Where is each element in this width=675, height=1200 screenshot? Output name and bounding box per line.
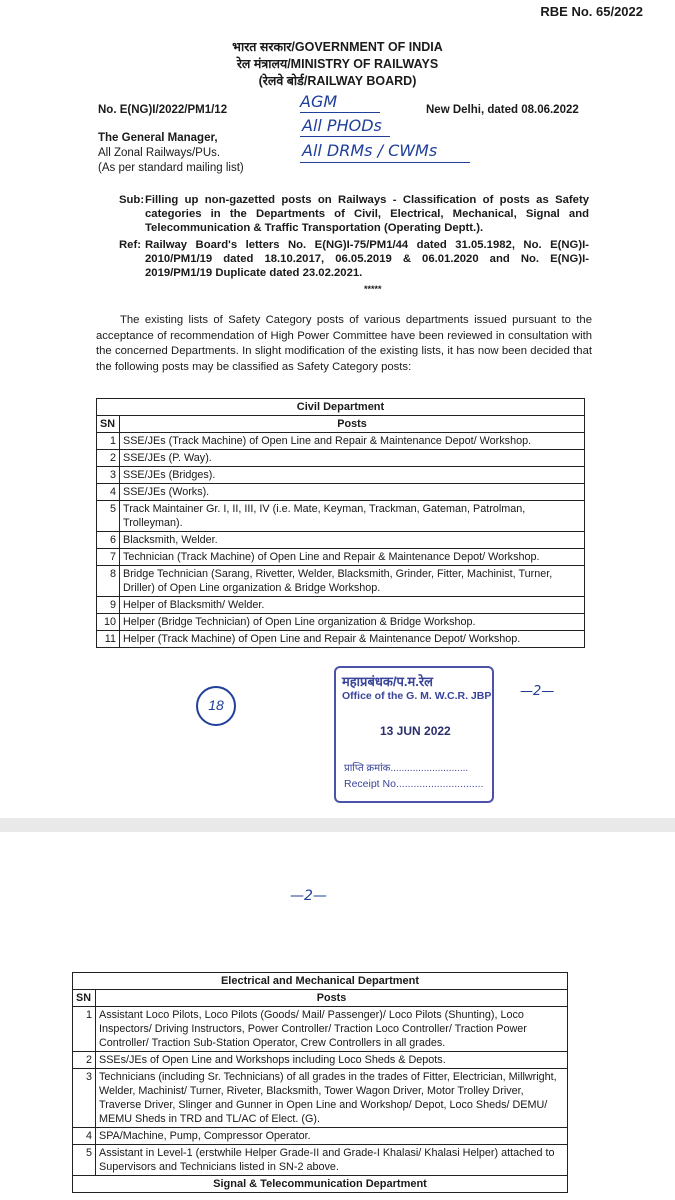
document-page-2 [0, 832, 675, 1200]
addressee-line-2: All Zonal Railways/PUs. [98, 147, 221, 159]
row-sn: 9 [97, 597, 120, 614]
row-post: SSE/JEs (P. Way). [120, 450, 585, 467]
header-line-2: रेल मंत्रालय/MINISTRY OF RAILWAYS [236, 57, 439, 71]
table-row [97, 484, 585, 501]
row-sn: 8 [97, 566, 120, 597]
electrical-mechanical-table [72, 972, 568, 1193]
row-post: Assistant in Level-1 (erstwhile Helper Grade-II and Grade-I Khalasi/ Khalasi Helper) attached to Supervisors and Technicians listed in SN-2 above. [96, 1145, 568, 1176]
table-row [73, 1145, 568, 1176]
page-continuation-mark: —2— [520, 684, 555, 699]
table-row [97, 614, 585, 631]
civil-col-posts: Posts [120, 416, 585, 433]
circled-number: 18 [196, 686, 236, 726]
handwritten-drms: All DRMs / CWMs [302, 141, 438, 160]
civil-department-table [96, 398, 585, 648]
row-sn: 2 [73, 1052, 96, 1069]
subject-label: Sub: [119, 194, 145, 206]
subject-text: Filling up non-gazetted posts on Railways - Classification of posts as Safety categories in the Departments of Civil, Electrical, Mechanical, Signal and Telecommunication & Traffic Transportation (Operating Deptt.). [145, 194, 589, 234]
addressee-line-1: The General Manager, [98, 132, 218, 144]
stamp-line-5: Receipt No.............................. [344, 778, 484, 790]
table-row [97, 450, 585, 467]
row-post: SPA/Machine, Pump, Compressor Operator. [96, 1128, 568, 1145]
header-line-1: भारत सरकार/GOVERNMENT OF INDIA [232, 40, 443, 54]
em-col-posts: Posts [96, 990, 568, 1007]
row-sn: 4 [73, 1128, 96, 1145]
table-row [73, 1069, 568, 1128]
stamp-line-1: महाप्रबंधक/प.म.रेल [342, 674, 433, 689]
civil-col-sn: SN [97, 416, 120, 433]
row-post: Bridge Technician (Sarang, Rivetter, Welder, Blacksmith, Grinder, Fitter, Machinist, Turner, Driller) of Open Line organization & Bridge Workshop. [120, 566, 585, 597]
row-post: SSE/JEs (Bridges). [120, 467, 585, 484]
civil-table-title: Civil Department [97, 399, 585, 416]
st-table-title: Signal & Telecommunication Department [73, 1176, 568, 1193]
row-sn: 1 [73, 1007, 96, 1052]
row-post: Helper of Blacksmith/ Welder. [120, 597, 585, 614]
row-sn: 6 [97, 532, 120, 549]
table-row [97, 566, 585, 597]
row-post: SSE/JEs (Works). [120, 484, 585, 501]
receipt-stamp [334, 666, 494, 803]
table-row [97, 467, 585, 484]
table-row [97, 501, 585, 532]
row-sn: 5 [73, 1145, 96, 1176]
row-post: Track Maintainer Gr. I, II, III, IV (i.e. Mate, Keyman, Trackman, Gateman, Patrolman, Trolleyman). [120, 501, 585, 532]
row-sn: 4 [97, 484, 120, 501]
handwritten-underline-2 [300, 136, 390, 137]
handwritten-underline-3 [300, 162, 470, 163]
row-post: SSE/JEs (Track Machine) of Open Line and Repair & Maintenance Depot/ Workshop. [120, 433, 585, 450]
row-sn: 3 [97, 467, 120, 484]
row-post: Helper (Bridge Technician) of Open Line organization & Bridge Workshop. [120, 614, 585, 631]
stamp-line-2: Office of the G. M. W.C.R. JBP [342, 690, 492, 702]
table-row [97, 631, 585, 648]
row-post: Technician (Track Machine) of Open Line and Repair & Maintenance Depot/ Workshop. [120, 549, 585, 566]
row-sn: 10 [97, 614, 120, 631]
em-col-sn: SN [73, 990, 96, 1007]
table-row [97, 433, 585, 450]
table-row [97, 597, 585, 614]
handwritten-agm: AGM [300, 92, 338, 111]
table-row [73, 1128, 568, 1145]
intro-paragraph: The existing lists of Safety Category posts of various departments issued pursuant to the acceptance of recommendation of High Power Committee have been reviewed in consultation with the concerned Departments. In slight modification of the existing lists, it has now been decided that the following posts may be classified as Safety Category posts: [96, 314, 592, 373]
rbe-number: RBE No. 65/2022 [540, 4, 643, 19]
page-number-mark: —2— [290, 888, 327, 904]
row-post: Blacksmith, Welder. [120, 532, 585, 549]
reference-label: Ref: [119, 239, 141, 251]
addressee-line-3: (As per standard mailing list) [98, 162, 244, 174]
table-row [73, 1007, 568, 1052]
row-sn: 5 [97, 501, 120, 532]
table-row [73, 1052, 568, 1069]
table-row [97, 532, 585, 549]
header-line-3: (रेलवे बोर्ड/RAILWAY BOARD) [258, 74, 417, 88]
row-sn: 3 [73, 1069, 96, 1128]
stamp-line-4: प्राप्ति क्रमांक............................ [344, 763, 469, 774]
table-row [97, 549, 585, 566]
letter-number: No. E(NG)I/2022/PM1/12 [98, 104, 228, 116]
row-sn: 11 [97, 631, 120, 648]
reference-text: Railway Board's letters No. E(NG)I-75/PM1/44 dated 31.05.1982, No. E(NG)I-2010/PM1/19 dated 18.10.2017, 06.05.2019 & 06.01.2020 and No. E(NG)I-2019/PM1/19 Duplicate dated 23.02.2021. [145, 239, 589, 279]
row-post: Technicians (including Sr. Technicians) of all grades in the trades of Fitter, Electrician, Millwright, Welder, Machinist/ Turner, Riveter, Blacksmith, Tower Wagon Driver, Motor Trolley Driver, Traverse Driver, Slinger and Gunner in Open Line and Workshop/ Depot, Loco Sheds/ DEMU/ MEMU Sheds in TRD and TL/AC of Elect. (G). [96, 1069, 568, 1128]
row-post: Assistant Loco Pilots, Loco Pilots (Goods/ Mail/ Passenger)/ Loco Pilots (Shunting), Loco Inspectors/ Driving Instructors, Power Controller/ Traction Loco Controller/ Traction Power Controller/ Traction Sub-Station Operator, Crew Controllers in all grades. [96, 1007, 568, 1052]
row-post: SSEs/JEs of Open Line and Workshops including Loco Sheds & Depots. [96, 1052, 568, 1069]
letter-date: New Delhi, dated 08.06.2022 [426, 104, 579, 116]
em-table-title: Electrical and Mechanical Department [73, 973, 568, 990]
row-sn: 1 [97, 433, 120, 450]
handwritten-underline-1 [300, 112, 380, 113]
row-sn: 7 [97, 549, 120, 566]
separator-stars: ***** [364, 284, 382, 294]
stamp-date: 13 JUN 2022 [380, 724, 451, 738]
row-post: Helper (Track Machine) of Open Line and Repair & Maintenance Depot/ Workshop. [120, 631, 585, 648]
handwritten-phods: All PHODs [302, 116, 382, 135]
row-sn: 2 [97, 450, 120, 467]
